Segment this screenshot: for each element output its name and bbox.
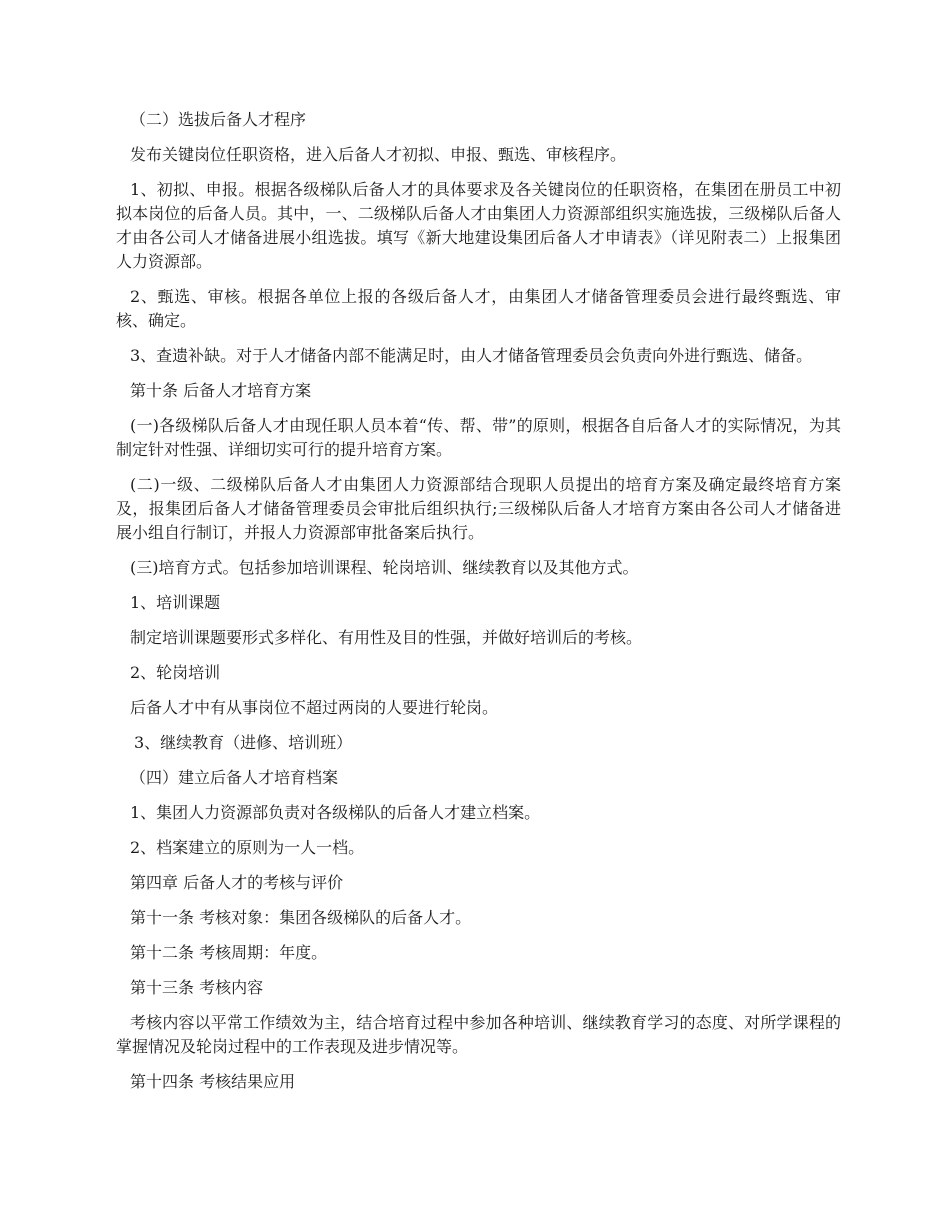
paragraph: 1、初拟、申报。根据各级梯队后备人才的具体要求及各关键岗位的任职资格，在集团在册员工中初拟本岗位的后备人员。其中，一、二级梯队后备人才由集团人力资源部组织实施选拔，三级梯队后备人才由各公司人才储备进展小组选拔。填写《新大地建设集团后备人才申请表》（详见附表二）上报集团人力资源部。	[116, 180, 841, 271]
paragraph: 2、甄选、审核。根据各单位上报的各级后备人才，由集团人才储备管理委员会进行最终甄选、审核、确定。	[116, 287, 841, 330]
chapter-heading: 第四章 后备人才的考核与评价	[130, 873, 344, 892]
paragraph: 制定培训课题要形式多样化、有用性及目的性强，并做好培训后的考核。	[130, 628, 643, 647]
article-heading: 第十一条 考核对象：集团各级梯队的后备人才。	[130, 908, 472, 927]
subheading: 3、继续教育（进修、培训班）	[134, 733, 353, 752]
paragraph: (二)一级、二级梯队后备人才由集团人力资源部结合现职人员提出的培育方案及确定最终培育方案及，报集团后备人才储备管理委员会审批后组织执行;三级梯队后备人才培育方案由各公司人才储备进展小组自行制订，并报人力资源部审批备案后执行。	[116, 475, 841, 542]
section-heading: （二）选拔后备人才程序	[130, 110, 307, 129]
article-heading: 第十二条 考核周期：年度。	[130, 943, 328, 962]
article-heading: 第十三条 考核内容	[130, 978, 264, 997]
paragraph: 1、集团人力资源部负责对各级梯队的后备人才建立档案。	[130, 803, 541, 822]
paragraph: 3、查遗补缺。对于人才储备内部不能满足时，由人才储备管理委员会负责向外进行甄选、储备。	[130, 346, 813, 365]
subheading: 1、培训课题	[130, 593, 221, 612]
paragraph: 考核内容以平常工作绩效为主，结合培育过程中参加各种培训、继续教育学习的态度、对所学课程的掌握情况及轮岗过程中的工作表现及进步情况等。	[116, 1013, 841, 1056]
paragraph: 2、档案建立的原则为一人一档。	[130, 838, 365, 857]
subheading: 2、轮岗培训	[130, 663, 221, 682]
paragraph: (一)各级梯队后备人才由现任职人员本着“传、帮、带”的原则，根据各自后备人才的实际情况，为其制定针对性强、详细切实可行的提升培育方案。	[116, 416, 841, 459]
article-heading: 第十四条 考核结果应用	[130, 1072, 296, 1091]
paragraph: (三)培育方式。包括参加培训课程、轮岗培训、继续教育以及其他方式。	[130, 558, 639, 577]
paragraph: 发布关键岗位任职资格，进入后备人才初拟、申报、甄选、审核程序。	[130, 145, 627, 164]
article-heading: 第十条 后备人才培育方案	[130, 381, 312, 400]
document-body	[116, 108, 841, 1105]
paragraph: 后备人才中有从事岗位不超过两岗的人要进行轮岗。	[130, 698, 499, 717]
section-heading: （四）建立后备人才培育档案	[130, 768, 339, 787]
